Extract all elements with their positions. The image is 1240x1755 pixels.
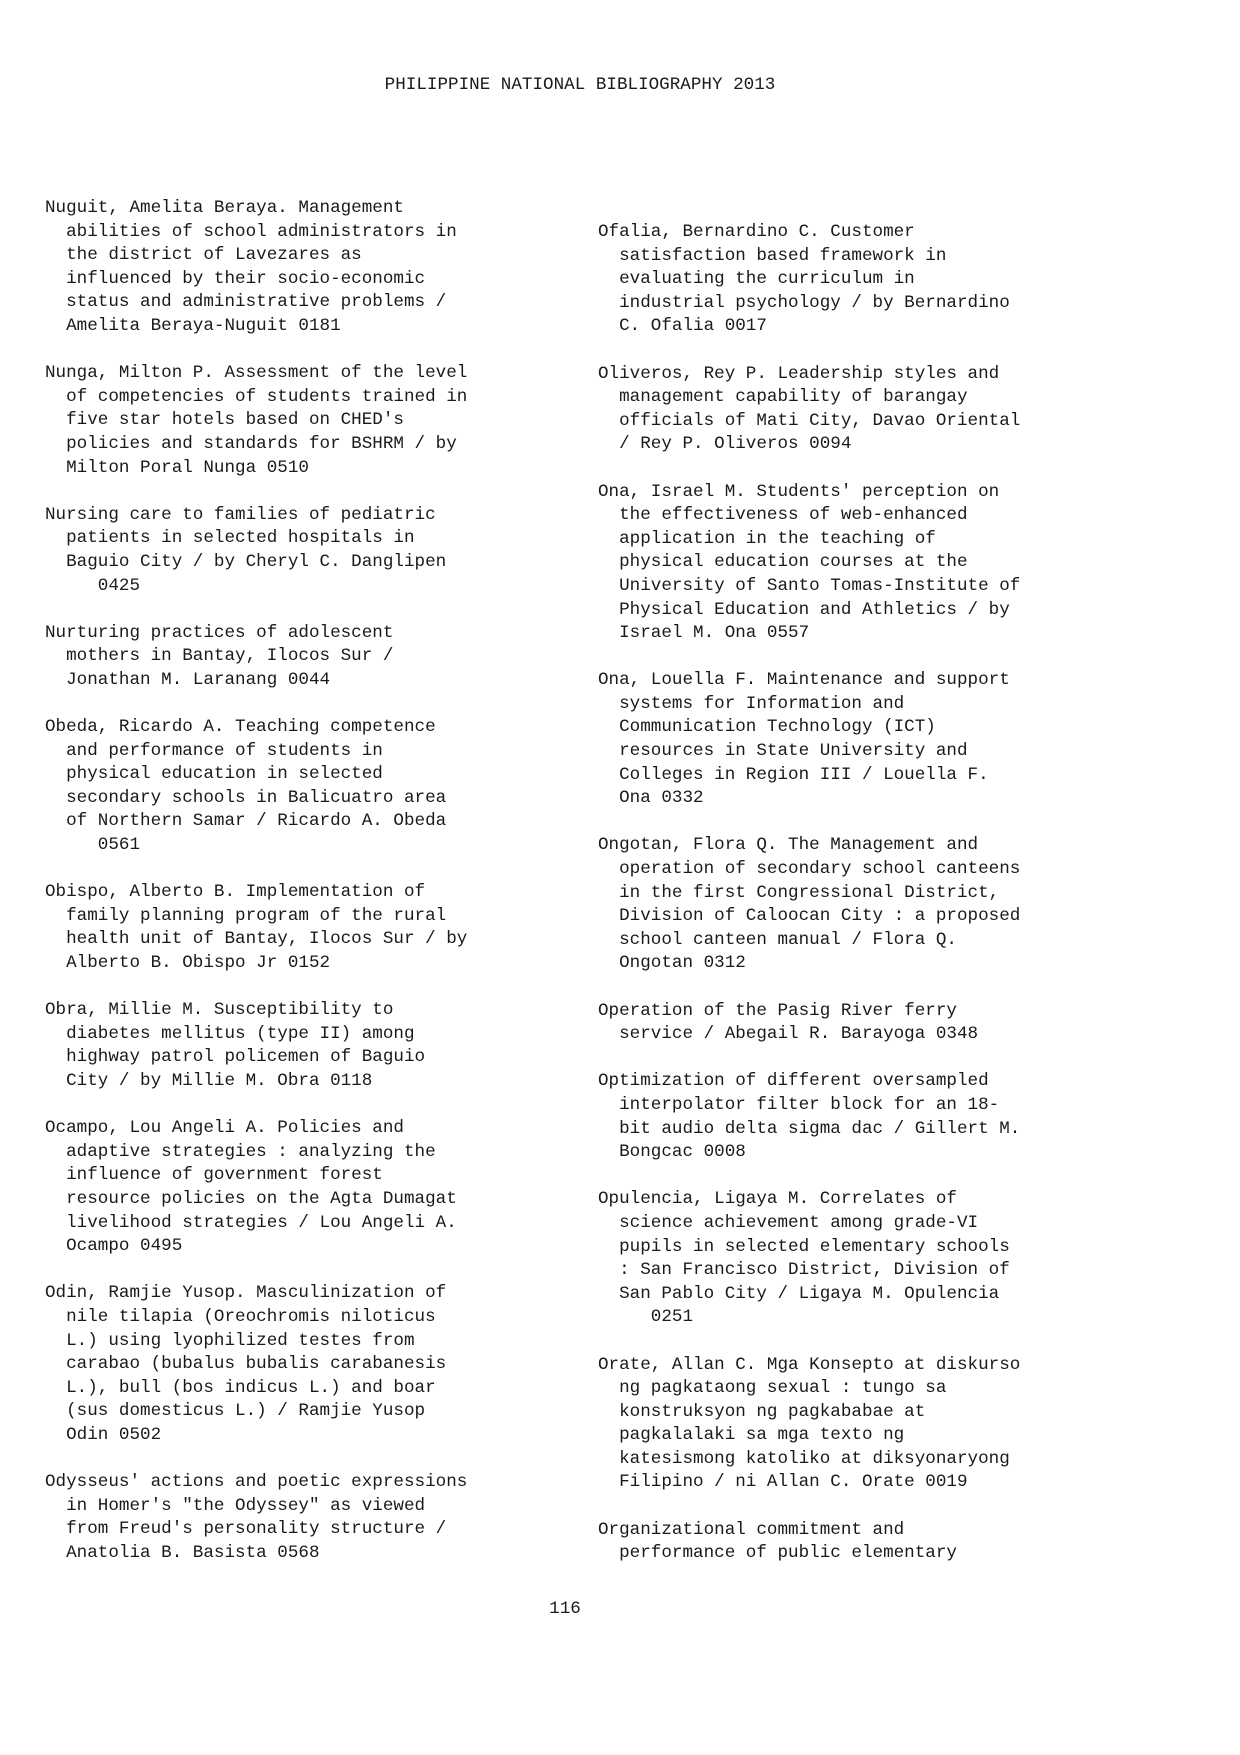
right-column xyxy=(598,221,1128,1589)
bibliography-entry: Obra, Millie M. Susceptibility to diabetes mellitus (type II) among highway patrol policemen of Baguio City / by Millie M. Obra 0118 xyxy=(45,1000,426,1091)
left-column xyxy=(45,197,575,1589)
bibliography-entry: Nursing care to families of pediatric patients in selected hospitals in Baguio City / by Cheryl C. Danglipen 0425 xyxy=(45,504,447,596)
bibliography-entry: Oliveros, Rey P. Leadership styles and management capability of barangay officials of Mati City, Davao Oriental / Rey P. Oliveros 0094 xyxy=(598,363,1021,455)
bibliography-entry: Nunga, Milton P. Assessment of the level of competencies of students trained in five star hotels based on CHED's policies and standards for BSHRM / by Milton Poral Nunga 0510 xyxy=(45,363,468,478)
page-header: PHILIPPINE NATIONAL BIBLIOGRAPHY 2013 xyxy=(384,75,776,95)
bibliography-entry: Ocampo, Lou Angeli A. Policies and adaptive strategies : analyzing the influence of government forest resource policies on the Agta Dumagat livelihood strategies / Lou Angeli A. Ocampo 0495 xyxy=(45,1118,457,1257)
bibliography-entry: Odin, Ramjie Yusop. Masculinization of nile tilapia (Oreochromis niloticus L.) using lyophilized testes from carabao (bubalus bubalis carabanesis L.), bull (bos indicus L.) and boar (sus domesticus L.) / Ramjie Yusop Odin 0502 xyxy=(45,1283,447,1445)
bibliography-entry: Obeda, Ricardo A. Teaching competence and performance of students in physical education in selected secondary schools in Balicuatro area of Northern Samar / Ricardo A. Obeda 0561 xyxy=(45,717,447,856)
bibliography-entry: Nurturing practices of adolescent mothers in Bantay, Ilocos Sur / Jonathan M. Laranang 0044 xyxy=(45,622,394,690)
bibliography-entry: Orate, Allan C. Mga Konsepto at diskurso ng pagkataong sexual : tungo sa konstruksyon ng pagkababae at pagkalalaki sa mga texto ng katesismong katoliko at diksyonaryong Filipino / ni Allan C. Orate 0019 xyxy=(598,1354,1021,1493)
bibliography-entry: Nuguit, Amelita Beraya. Management abilities of school administrators in the district of Lavezares as influenced by their socio-economic status and administrative problems / Amelita Beraya-Nuguit 0181 xyxy=(45,198,457,336)
bibliography-entry: Organizational commitment and performance of public elementary xyxy=(598,1519,957,1564)
bibliography-entry: Ona, Israel M. Students' perception on the effectiveness of web-enhanced application in the teaching of physical education courses at the University of Santo Tomas-Institute of Physical Education and Athletics / by Israel M. Ona 0557 xyxy=(598,481,1021,644)
bibliography-entry: Opulencia, Ligaya M. Correlates of science achievement among grade-VI pupils in selected elementary schools : San Francisco District, Division of San Pablo City / Ligaya M. Opulencia 0251 xyxy=(598,1189,1010,1328)
bibliography-entry: Ona, Louella F. Maintenance and support systems for Information and Communication Technology (ICT) resources in State University and Colleges in Region III / Louella F. Ona 0332 xyxy=(598,670,1010,809)
bibliography-entry: Obispo, Alberto B. Implementation of family planning program of the rural health unit of Bantay, Ilocos Sur / by Alberto B. Obispo Jr 0152 xyxy=(45,882,468,973)
page-number: 116 xyxy=(549,1599,581,1619)
bibliography-entry: Operation of the Pasig River ferry service / Abegail R. Barayoga 0348 xyxy=(598,1000,979,1045)
bibliography-entry: Odysseus' actions and poetic expressions in Homer's "the Odyssey" as viewed from Freud's personality structure / Anatolia B. Basista 0568 xyxy=(45,1472,468,1563)
bibliography-entry: Ofalia, Bernardino C. Customer satisfaction based framework in evaluating the curriculum in industrial psychology / by Bernardino C. Ofalia 0017 xyxy=(598,222,1010,337)
bibliography-entry: Optimization of different oversampled interpolator filter block for an 18- bit audio delta sigma dac / Gillert M. Bongcac 0008 xyxy=(598,1071,1021,1163)
bibliography-entry: Ongotan, Flora Q. The Management and operation of secondary school canteens in the first Congressional District, Division of Caloocan City : a proposed school canteen manual / Flora Q. Ongotan 0312 xyxy=(598,835,1021,974)
